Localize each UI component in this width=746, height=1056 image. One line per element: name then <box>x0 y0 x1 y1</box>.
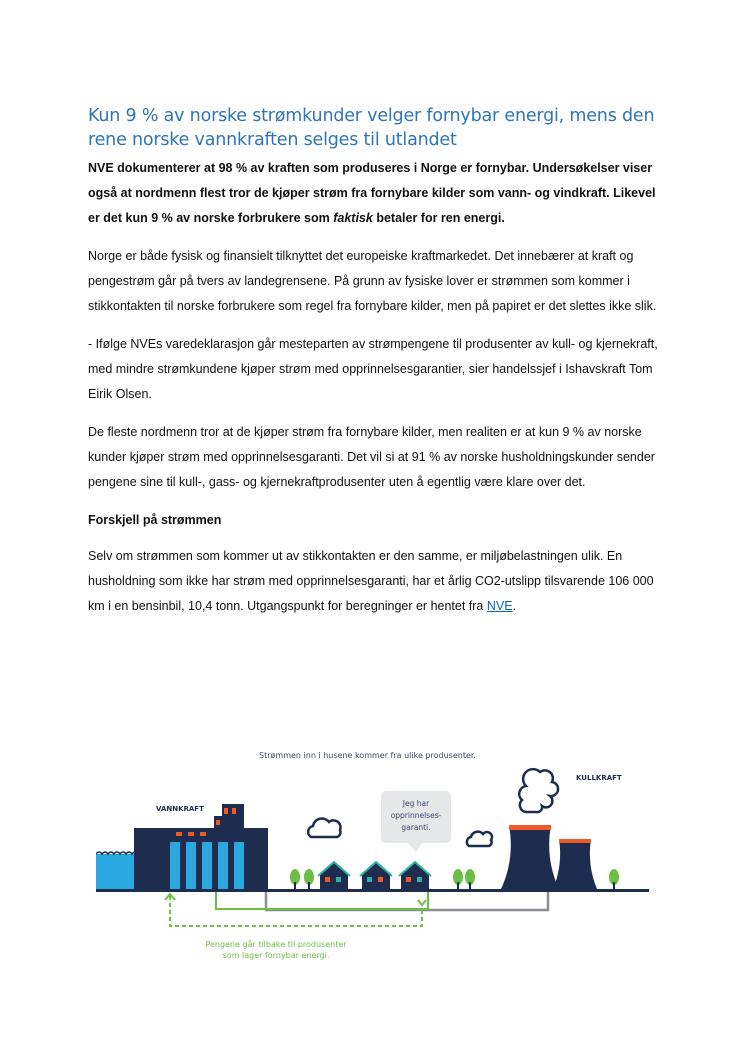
bubble-line-1: Jeg har <box>402 799 430 808</box>
illustration-top-caption: Strømmen inn i husene kommer fra ulike produsenter. <box>259 751 476 760</box>
article <box>88 104 658 632</box>
smoke-cloud-icon <box>519 769 558 812</box>
body-paragraph-2: - Ifølge NVEs varedeklarasjon går mesteparten av strømpengene til produsenter av kull- og kjernekraft, med mindre strømkundene kjøper strøm med opprinnelsesgarantier, sier handelssjef i Ishavskraft Tom Eirik Olsen. <box>88 337 658 401</box>
hydro-label: VANNKRAFT <box>156 805 204 813</box>
power-flow-illustration <box>96 744 656 976</box>
tree-icon <box>453 869 463 890</box>
cooling-tower <box>553 839 597 889</box>
tree-icon <box>465 869 475 890</box>
bubble-line-2: opprinnelses- <box>390 811 442 820</box>
cloud-icon <box>467 832 492 846</box>
coal-label: KULLKRAFT <box>576 774 622 782</box>
paragraph-4-end: . <box>512 599 517 613</box>
hydro-dam <box>134 804 268 890</box>
headline: Kun 9 % av norske strømkunder velger fornybar energi, mens den rene norske vannkraften selges til utlandet <box>88 106 655 150</box>
body-paragraph-3: De fleste nordmenn tror at de kjøper strøm fra fornybare kilder, men realiten er at kun 9 % av norske kunder kjøper strøm med opprinnelsesgaranti. Det vil si at 91 % av norske husholdningskunder sender pengene sine til kull-, gass- og kjernekraftprodusenter uten å egentlig være klare over det. <box>88 425 655 489</box>
cooling-tower <box>501 825 559 889</box>
bottom-caption-line-1: Pengene går tilbake til produsenter <box>205 940 347 949</box>
power-line <box>266 892 548 910</box>
tree-icon <box>304 869 314 890</box>
nve-link[interactable]: NVE <box>486 599 513 613</box>
down-arrow-icon <box>418 900 426 905</box>
body-paragraph-4 <box>88 544 658 619</box>
tree-icon <box>290 869 300 890</box>
speech-bubble <box>381 791 451 852</box>
tree-icon <box>609 869 619 890</box>
lead-text-1: NVE dokumenterer at 98 % av kraften som produseres i Norge er fornybar. Undersøkelser viser også at nordmenn flest tror de kjøper strøm fra fornybare kilder som vann- og vindkraft. Likevel er det kun 9 % av norske forbrukere som <box>88 161 656 225</box>
subheading: Forskjell på strømmen <box>88 513 222 527</box>
house-icon <box>399 862 431 889</box>
body-paragraph-1: Norge er både fysisk og finansielt tilknyttet det europeiske kraftmarkedet. Det innebærer at kraft og pengestrøm går på tvers av landegrensene. På grunn av fysiske lover er strømmen som kommer i stikkontakten til norske forbrukere som regel fra fornybare kilder, men på papiret er det slettes ikke slik. <box>88 249 657 313</box>
cloud-icon <box>308 818 340 837</box>
lead-emphasis: faktisk <box>333 211 373 225</box>
house-icon <box>318 862 350 889</box>
lead-paragraph <box>88 156 658 231</box>
water-waves <box>96 852 138 890</box>
bubble-line-3: garanti. <box>401 823 431 832</box>
money-line <box>216 892 428 909</box>
bottom-caption-line-2: som lager fornybar energi. <box>222 951 330 960</box>
ground-line <box>96 889 649 892</box>
house-icon <box>360 862 392 889</box>
lead-text-2: betaler for ren energi. <box>372 211 505 225</box>
paragraph-4-text: Selv om strømmen som kommer ut av stikkontakten er den samme, er miljøbelastningen ulik. En husholdning som ikke har strøm med opprinnelsesgaranti, har et årlig CO2-utslipp tilsvarende 106 000 km i en bensinbil, 10,4 tonn. Utgangspunkt for beregninger er hentet fra <box>88 549 654 613</box>
